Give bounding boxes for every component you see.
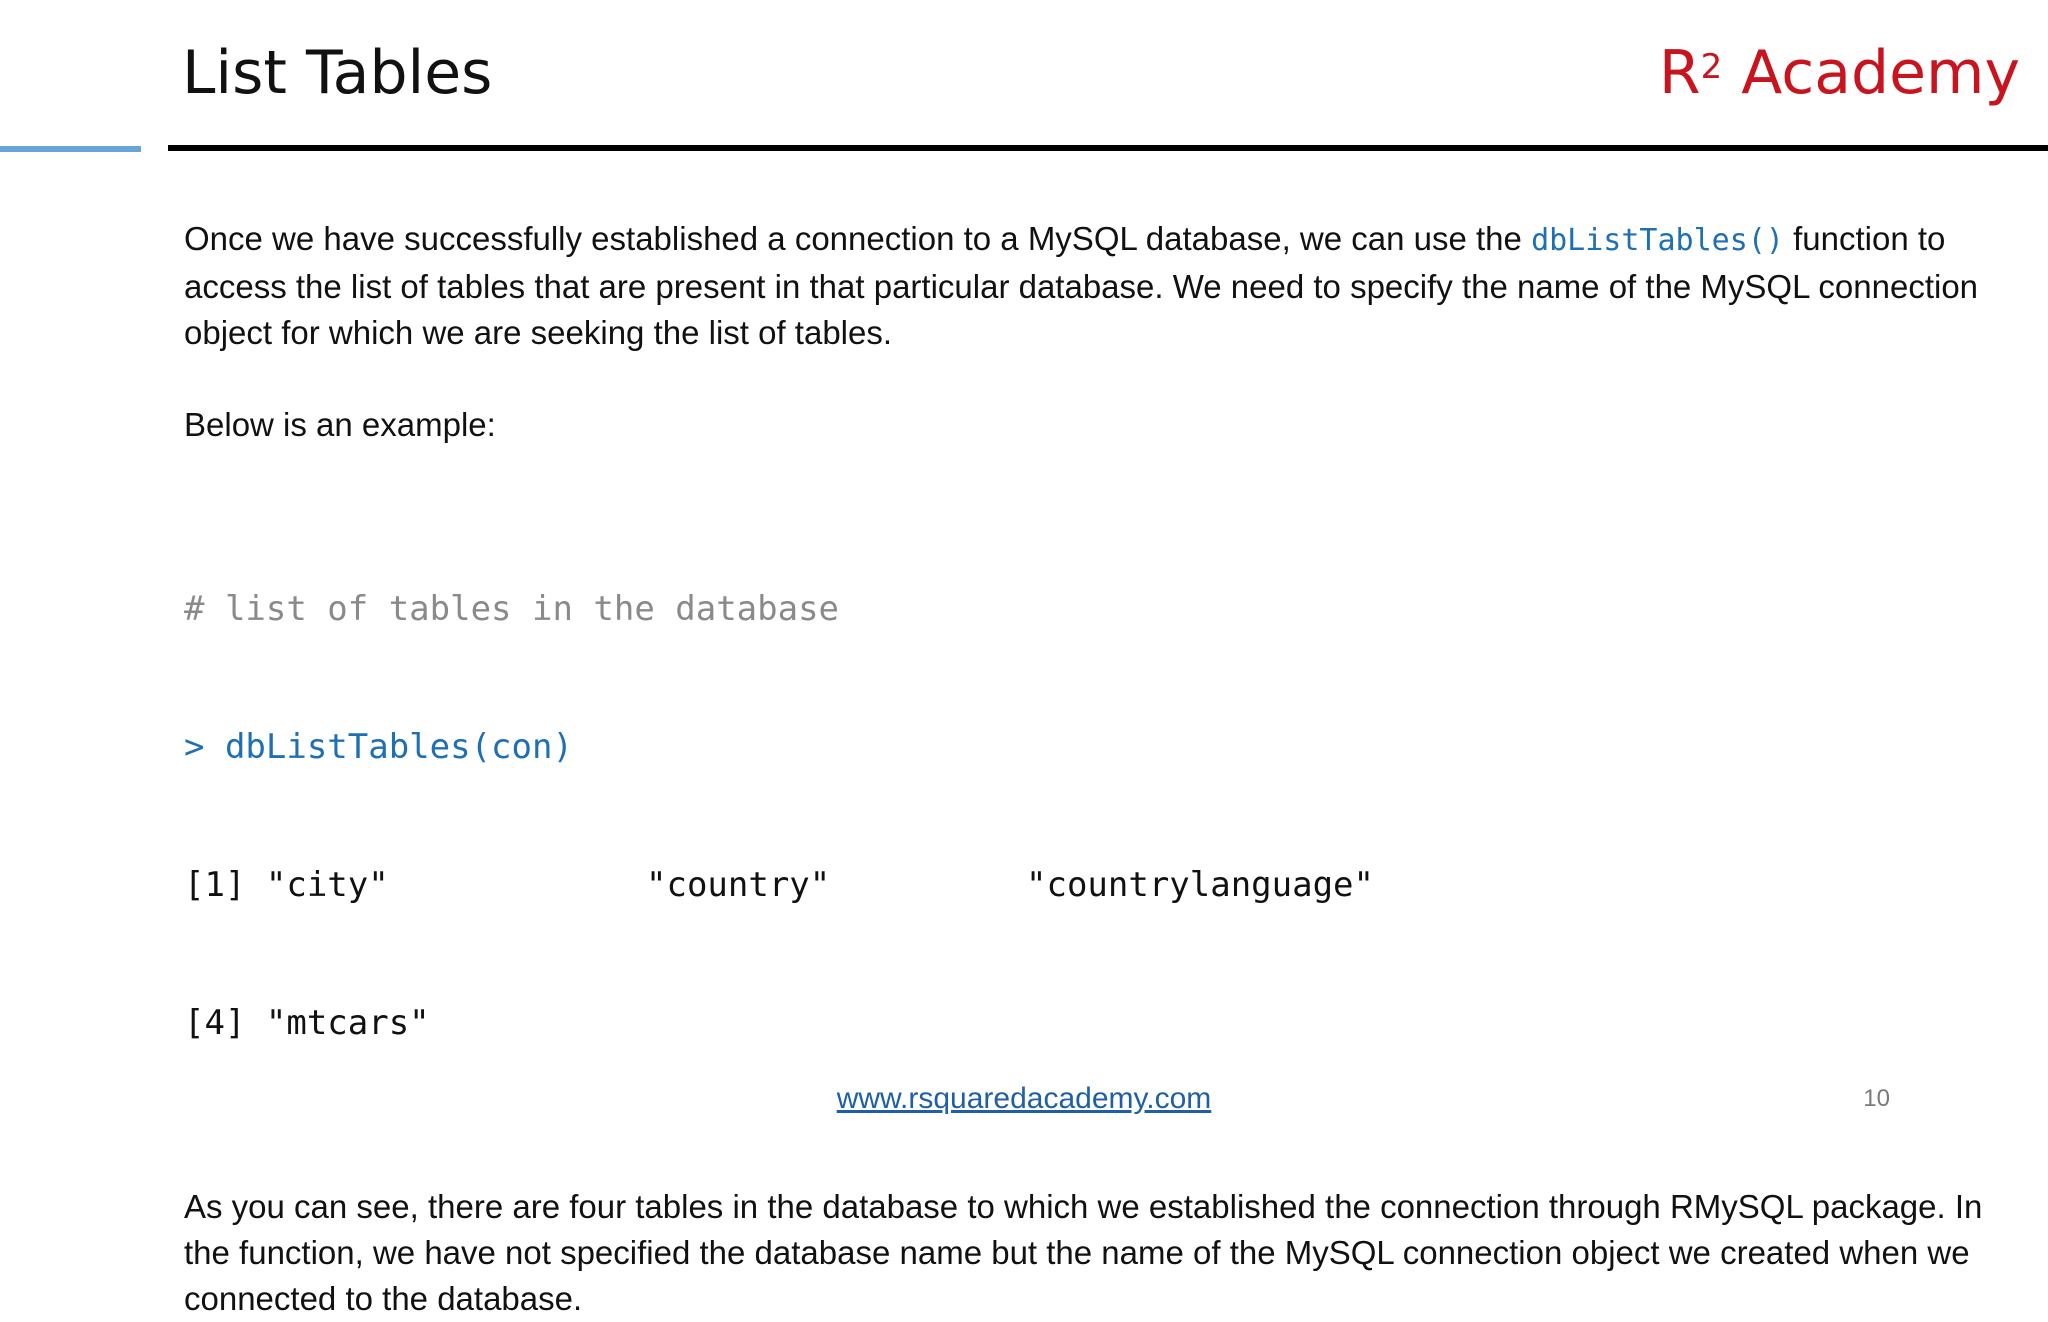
intro-paragraph <box>184 216 2004 356</box>
output-cell: "country" <box>646 865 831 905</box>
code-comment-line: # list of tables in the database <box>184 589 840 629</box>
title-accent-bar <box>0 146 141 152</box>
brand-letter: R <box>1658 38 1701 108</box>
intro-text-start: Once we have successfully established a connection to a MySQL database, we can use the <box>184 220 1532 257</box>
brand-name: Academy <box>1722 38 2020 108</box>
spacer <box>184 448 2004 494</box>
spacer <box>184 1138 2004 1184</box>
spacer <box>184 356 2004 402</box>
footer <box>0 1079 2048 1119</box>
output-cell: "countrylanguage" <box>1026 865 1374 905</box>
title-divider <box>168 145 2048 151</box>
output-cell: [1] "city" <box>184 865 389 905</box>
inline-function-code: dbListTables() <box>1531 223 1784 258</box>
example-label: Below is an example: <box>184 406 496 443</box>
output-cell: [4] "mtcars" <box>184 1003 430 1043</box>
code-command-line: > dbListTables(con) <box>184 727 573 767</box>
brand-superscript: 2 <box>1700 47 1723 87</box>
slide-content <box>184 216 2004 1322</box>
explanation-paragraph: As you can see, there are four tables in the database to which we established the connection through RMySQL package. In the function, we have not specified the database name but the name of the MySQL connection object we created when we connected to the database. <box>184 1188 1983 1317</box>
code-output-line <box>184 862 2004 908</box>
code-example <box>184 494 2004 1138</box>
intro-text-end: function to access the list of tables that are present in that particular database. We need to specify the name of the MySQL connection object for which we are seeking the list of tables. <box>184 220 1979 351</box>
page-number: 10 <box>1863 1085 1890 1112</box>
brand-logo <box>1659 38 2020 108</box>
website-link[interactable]: www.rsquaredacademy.com <box>836 1082 1212 1115</box>
slide-title: List Tables <box>182 38 493 108</box>
code-output-line <box>184 1000 2004 1046</box>
